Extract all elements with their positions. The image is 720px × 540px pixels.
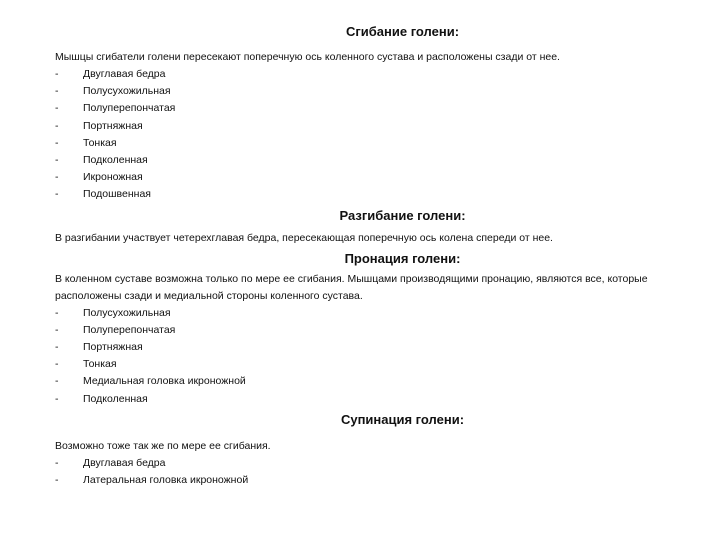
bullet-dash: - [55, 358, 59, 371]
list-item-text: Подколенная [83, 154, 148, 167]
list-item [55, 66, 680, 83]
bullet-dash: - [55, 474, 59, 487]
bullet-dash: - [55, 119, 59, 132]
muscle-list [55, 455, 680, 489]
section-supination [55, 412, 680, 489]
list-item-text: Тонкая [83, 358, 117, 371]
list-item-text: Полусухожильная [83, 85, 171, 98]
bullet-dash: - [55, 306, 59, 319]
bullet-dash: - [55, 392, 59, 405]
bullet-dash: - [55, 68, 59, 80]
list-item-text: Двуглавая бедра [83, 456, 166, 469]
list-item-text: Портняжная [83, 341, 143, 354]
list-item [55, 118, 680, 135]
list-item [55, 455, 680, 472]
section-intro: В коленном суставе возможна только по мере ее сгибания. Мышцами производящими пронацию, являются все, которые расположены сзади и медиальной стороны коленного сустава. [55, 272, 648, 302]
muscle-list [55, 305, 680, 408]
list-item-text: Латеральная головка икроножной [83, 474, 249, 487]
list-item-text: Подколенная [83, 392, 148, 405]
list-item [55, 100, 680, 117]
section-intro: В разгибании участвует четерехглавая бедра, пересекающая поперечную ось колена спереди от нее. [55, 231, 553, 244]
list-item-text: Двуглавая бедра [83, 68, 166, 80]
bullet-dash: - [55, 188, 59, 201]
list-item [55, 305, 680, 322]
section-flexion [55, 24, 680, 204]
list-item [55, 135, 680, 152]
list-item-text: Полуперепончатая [83, 323, 176, 336]
section-title: Супинация голени: [340, 411, 465, 427]
list-item-text: Полусухожильная [83, 306, 171, 319]
bullet-dash: - [55, 375, 59, 388]
list-item [55, 83, 680, 100]
muscle-list [55, 66, 680, 204]
bullet-dash: - [55, 154, 59, 167]
list-item-text: Икроножная [83, 171, 143, 184]
section-title: Сгибание голени: [345, 24, 460, 39]
bullet-dash: - [55, 85, 59, 98]
bullet-dash: - [55, 456, 59, 469]
section-pronation [55, 251, 680, 408]
section-extension [55, 208, 680, 247]
list-item-text: Полуперепончатая [83, 102, 176, 115]
list-item [55, 322, 680, 339]
list-item-text: Подошвенная [83, 188, 151, 201]
section-intro: Мышцы сгибатели голени пересекают поперечную ось коленного сустава и расположены сзади от нее. [55, 51, 560, 63]
bullet-dash: - [55, 323, 59, 336]
section-intro: Возможно тоже так же по мере ее сгибания. [55, 439, 271, 452]
bullet-dash: - [55, 102, 59, 115]
list-item-text: Медиальная головка икроножной [83, 375, 246, 388]
list-item [55, 186, 680, 203]
section-title: Разгибание голени: [339, 207, 466, 223]
list-item [55, 391, 680, 408]
bullet-dash: - [55, 136, 59, 149]
list-item [55, 472, 680, 489]
list-item-text: Тонкая [83, 136, 117, 149]
bullet-dash: - [55, 171, 59, 184]
list-item [55, 356, 680, 373]
list-item [55, 339, 680, 356]
list-item-text: Портняжная [83, 119, 143, 132]
list-item [55, 169, 680, 186]
bullet-dash: - [55, 341, 59, 354]
list-item [55, 373, 680, 390]
section-title: Пронация голени: [344, 250, 461, 266]
list-item [55, 152, 680, 169]
